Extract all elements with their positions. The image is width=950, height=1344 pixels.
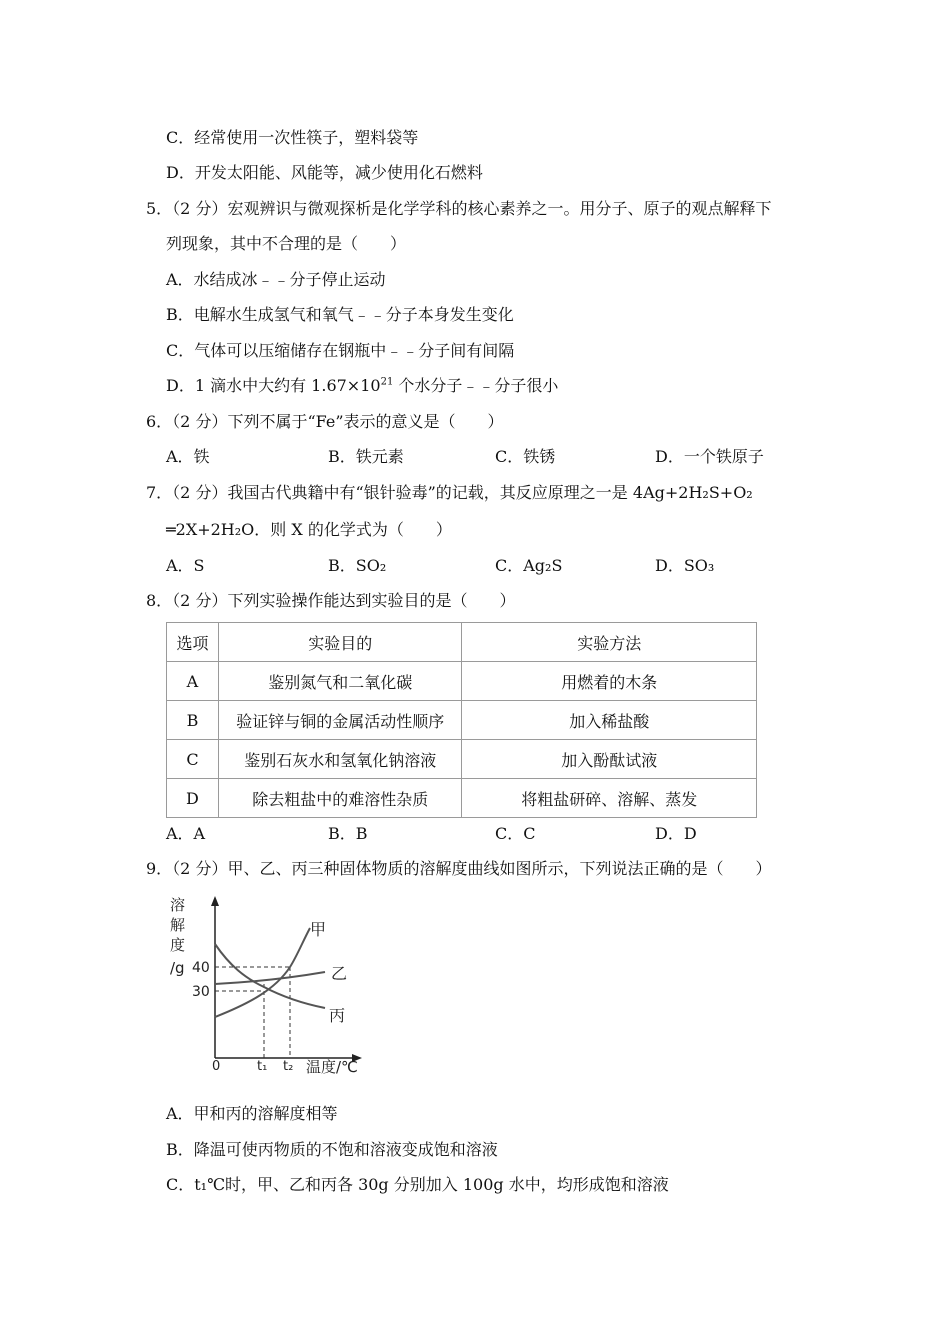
table-cell: 除去粗盐中的难溶性杂质 [218,779,462,818]
q8-option-c: C．C [495,824,536,843]
table-cell: 鉴别氮气和二氧化碳 [218,662,462,701]
table-header-cell: 选项 [167,623,219,662]
q5-option-d-pre: D．1 滴水中大约有 1.67×10 [166,376,381,395]
curve-jia [215,928,310,1017]
series-label-yi: 乙 [331,964,348,983]
table-header-cell: 实验方法 [462,623,757,662]
q6-option-c: C．铁锈 [495,447,556,466]
q9-option-a: A．甲和丙的溶解度相等 [166,1104,338,1123]
table-header-cell: 实验目的 [218,623,462,662]
table-header-row [167,623,757,662]
q5-stem-line1: 5．（2 分）宏观辨识与微观探析是化学学科的核心素养之一。用分子、原子的观点解释下 [146,199,772,218]
q7-option-d: D．SO₃ [655,556,715,575]
series-label-jia: 甲 [310,920,327,939]
experiment-table [166,622,757,818]
q7-option-c: C．Ag₂S [495,556,563,575]
table-cell: 加入酚酞试液 [462,740,757,779]
x-tick-t2: t₂ [283,1059,294,1074]
y-tick-30: 30 [192,984,210,1000]
series-label-bing: 丙 [329,1006,346,1025]
curve-bing [215,944,325,1008]
q5-option-c: C．气体可以压缩储存在钢瓶中﹣﹣分子间有间隔 [166,341,515,360]
x-tick-t1: t₁ [257,1059,268,1074]
q5-option-d-exponent: 21 [380,376,394,388]
q7-stem-line2: ═2X+2H₂O．则 X 的化学式为（ ） [166,520,452,539]
q5-option-d [166,376,558,396]
table-cell: 鉴别石灰水和氢氧化钠溶液 [218,740,462,779]
table-cell: 将粗盐研碎、溶解、蒸发 [462,779,757,818]
solubility-chart [160,886,375,1081]
x-axis-label: 温度/℃ [306,1058,358,1076]
q6-stem: 6．（2 分）下列不属于“Fe”表示的意义是（ ） [146,412,504,431]
table-row [167,779,757,818]
curve-yi [215,972,325,984]
table-cell: C [167,740,219,779]
q4-option-c: C．经常使用一次性筷子，塑料袋等 [166,128,419,147]
q4-option-d: D．开发太阳能、风能等，减少使用化石燃料 [166,163,483,182]
table-row [167,701,757,740]
q8-option-a: A．A [166,824,206,843]
q8-option-b: B．B [328,824,368,843]
y-label-char-3: 度 [170,936,186,954]
table-row [167,662,757,701]
q5-option-d-post: 个水分子﹣﹣分子很小 [393,376,559,395]
table-row [167,740,757,779]
q5-stem-line2: 列现象，其中不合理的是（ ） [166,234,407,253]
y-tick-40: 40 [192,960,210,976]
q9-stem: 9．（2 分）甲、乙、丙三种固体物质的溶解度曲线如图所示，下列说法正确的是（ ） [146,859,772,878]
q8-stem: 8．（2 分）下列实验操作能达到实验目的是（ ） [146,591,516,610]
q6-option-b: B．铁元素 [328,447,404,466]
table-cell: 验证锌与铜的金属活动性顺序 [218,701,462,740]
q9-option-b: B．降温可使丙物质的不饱和溶液变成饱和溶液 [166,1140,498,1159]
origin-label: 0 [212,1059,221,1074]
y-label-char-1: 溶 [170,896,186,914]
q6-option-d: D．一个铁原子 [655,447,764,466]
q6-option-a: A．铁 [166,447,210,466]
q7-option-b: B．SO₂ [328,556,387,575]
q5-option-b: B．电解水生成氢气和氧气﹣﹣分子本身发生变化 [166,305,514,324]
q7-stem-line1: 7．（2 分）我国古代典籍中有“银针验毒”的记载，其反应原理之一是 4Ag+2H₂S+O₂ [146,483,753,502]
table-cell: D [167,779,219,818]
table-cell: A [167,662,219,701]
table-cell: B [167,701,219,740]
table-cell: 加入稀盐酸 [462,701,757,740]
table-cell: 用燃着的木条 [462,662,757,701]
y-label-char-2: 解 [170,916,186,934]
q9-option-c: C．t₁℃时，甲、乙和丙各 30g 分别加入 100g 水中，均形成饱和溶液 [166,1175,669,1194]
q8-option-d: D．D [655,824,697,843]
q5-option-a: A．水结成冰﹣﹣分子停止运动 [166,270,386,289]
q7-option-a: A．S [166,556,205,575]
y-label-char-4: /g [170,959,185,977]
y-axis-arrow [211,896,219,906]
